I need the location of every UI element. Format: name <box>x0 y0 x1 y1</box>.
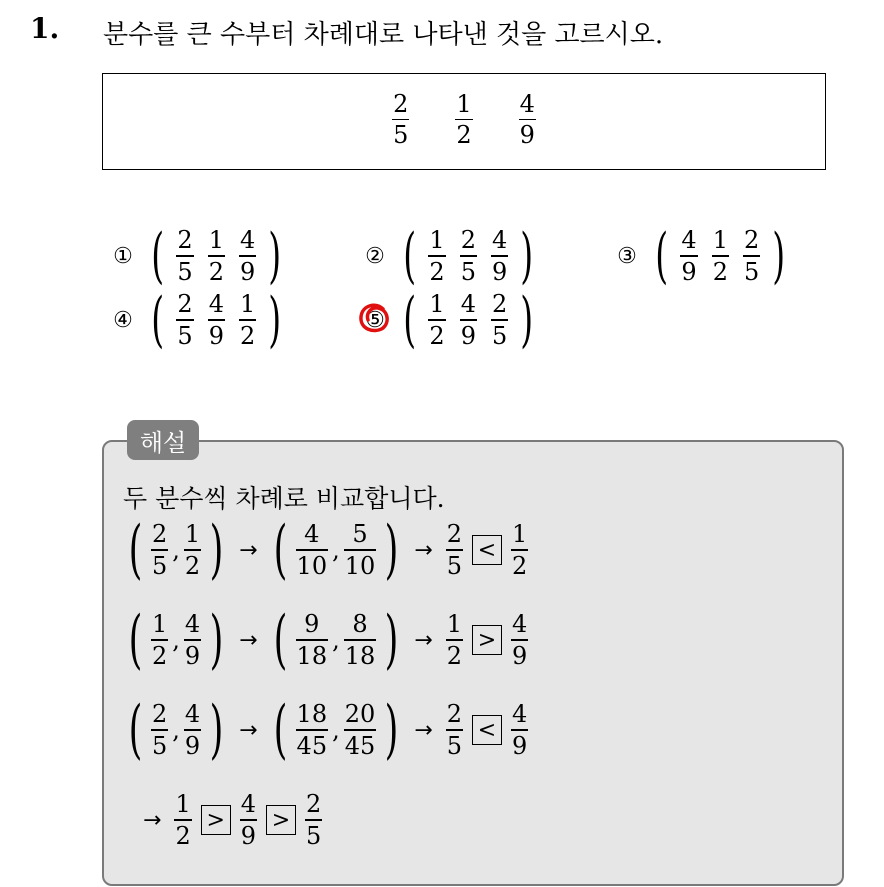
numerator: 2 <box>306 790 322 819</box>
denominator: 9 <box>208 321 224 350</box>
choice-fraction <box>175 226 194 286</box>
solution-intro: 두 분수씩 차례로 비교합니다. <box>123 484 445 513</box>
arrow-icon: → <box>239 717 258 743</box>
denominator: 2 <box>429 321 445 350</box>
denominator: 9 <box>460 321 476 350</box>
choice-marker: ⑤ <box>362 308 388 333</box>
left-paren: ( <box>128 693 143 767</box>
denominator: 2 <box>712 257 728 286</box>
converted-fraction <box>343 520 378 580</box>
numerator: 4 <box>511 700 528 729</box>
denominator: 2 <box>151 641 168 670</box>
denominator: 2 <box>511 551 528 580</box>
comma: , <box>172 536 180 564</box>
converted-fraction <box>343 610 378 670</box>
selected-answer-circle <box>356 300 392 336</box>
denominator: 2 <box>175 821 191 850</box>
denominator: 5 <box>393 121 409 150</box>
choice-fraction <box>427 290 446 350</box>
given-fractions <box>103 90 825 150</box>
numerator: 4 <box>491 226 508 255</box>
choice-marker: ④ <box>113 307 133 333</box>
left-paren: ( <box>273 693 287 767</box>
numerator: 2 <box>151 520 168 549</box>
denominator: 5 <box>306 821 322 850</box>
choice-marker: ② <box>365 243 385 269</box>
right-paren: ) <box>384 603 399 677</box>
numerator: 2 <box>460 226 476 255</box>
left-paren: ( <box>151 221 165 291</box>
numerator: 4 <box>208 290 224 319</box>
denominator: 2 <box>456 121 472 150</box>
left-paren: ( <box>403 221 417 291</box>
arrow-icon: → <box>239 627 258 653</box>
numerator: 1 <box>151 610 168 639</box>
choice-fraction <box>490 226 509 286</box>
comparison-row <box>123 510 531 590</box>
numerator: 4 <box>240 790 256 819</box>
numerator: 1 <box>446 610 462 639</box>
numerator: 18 <box>296 700 328 729</box>
numerator: 20 <box>344 700 376 729</box>
comparison-row <box>123 600 531 680</box>
compare-left <box>445 520 464 580</box>
choice-4[interactable] <box>110 286 287 354</box>
denominator: 9 <box>184 641 201 670</box>
given-fractions-box <box>102 73 826 170</box>
right-paren: ) <box>520 221 534 291</box>
numerator: 1 <box>429 226 445 255</box>
left-paren: ( <box>128 513 143 587</box>
numerator: 4 <box>239 226 256 255</box>
final-order-row <box>133 780 325 860</box>
numerator: 1 <box>184 520 201 549</box>
right-paren: ) <box>384 693 399 767</box>
left-paren: ( <box>403 285 417 355</box>
converted-fraction <box>295 520 330 580</box>
comparison-sign-box: > <box>266 805 296 835</box>
denominator: 9 <box>491 257 508 286</box>
comma: , <box>332 716 340 744</box>
converted-fraction <box>295 610 330 670</box>
choice-2[interactable] <box>362 222 539 290</box>
converted-fraction <box>343 700 378 760</box>
choice-fraction <box>238 226 257 286</box>
choice-fraction <box>238 290 257 350</box>
question-text: 분수를 큰 수부터 차례대로 나타낸 것을 고르시오. <box>103 20 664 50</box>
numerator: 4 <box>681 226 697 255</box>
given-fraction <box>518 90 537 150</box>
denominator: 2 <box>446 641 462 670</box>
numerator: 2 <box>743 226 760 255</box>
comparison-row <box>123 690 531 770</box>
numerator: 2 <box>446 700 462 729</box>
numerator: 2 <box>446 520 462 549</box>
choice-fraction <box>459 290 478 350</box>
pair-fraction <box>183 700 202 760</box>
denominator: 2 <box>184 551 201 580</box>
numerator: 1 <box>712 226 728 255</box>
denominator: 5 <box>177 321 193 350</box>
right-paren: ) <box>268 285 282 355</box>
final-fraction <box>304 790 323 850</box>
denominator: 9 <box>239 257 256 286</box>
numerator: 1 <box>208 226 224 255</box>
denominator: 5 <box>743 257 760 286</box>
denominator: 18 <box>296 641 328 670</box>
pair-fraction <box>150 520 169 580</box>
comma: , <box>172 626 180 654</box>
choice-fraction <box>711 226 730 286</box>
numerator: 4 <box>460 290 476 319</box>
comparison-sign-box: < <box>472 535 502 565</box>
right-paren: ) <box>209 513 224 587</box>
numerator: 4 <box>184 700 201 729</box>
numerator: 5 <box>352 520 368 549</box>
comma: , <box>332 626 340 654</box>
arrow-icon: → <box>414 717 433 743</box>
denominator: 45 <box>296 731 328 760</box>
compare-right <box>510 610 529 670</box>
choice-marker: ③ <box>617 243 637 269</box>
denominator: 5 <box>177 257 193 286</box>
denominator: 5 <box>446 551 462 580</box>
numerator: 2 <box>491 290 508 319</box>
denominator: 45 <box>344 731 376 760</box>
right-paren: ) <box>520 285 534 355</box>
comparison-sign-box: > <box>201 805 231 835</box>
choice-3[interactable] <box>614 222 791 290</box>
arrow-icon: → <box>414 537 433 563</box>
choice-fraction <box>207 226 226 286</box>
numerator: 4 <box>304 520 320 549</box>
numerator: 4 <box>519 90 535 118</box>
given-fraction <box>391 90 410 150</box>
numerator: 1 <box>511 520 528 549</box>
right-paren: ) <box>209 693 224 767</box>
choice-5[interactable] <box>362 286 539 354</box>
numerator: 2 <box>177 226 193 255</box>
pair-fraction <box>150 610 169 670</box>
numerator: 2 <box>393 90 409 118</box>
given-fraction <box>454 90 473 150</box>
arrow-icon: → <box>414 627 433 653</box>
numerator: 8 <box>352 610 368 639</box>
pair-fraction <box>183 610 202 670</box>
numerator: 4 <box>184 610 201 639</box>
pair-fraction <box>183 520 202 580</box>
denominator: 5 <box>446 731 462 760</box>
choice-1[interactable] <box>110 222 287 290</box>
compare-left <box>445 610 464 670</box>
numerator: 1 <box>429 290 445 319</box>
denominator: 2 <box>208 257 224 286</box>
arrow-icon: → <box>143 807 162 833</box>
arrow-icon: → <box>239 537 258 563</box>
converted-fraction <box>295 700 330 760</box>
numerator: 1 <box>239 290 256 319</box>
choice-marker: ① <box>113 243 133 269</box>
comparison-sign-box: > <box>472 625 502 655</box>
right-paren: ) <box>268 221 282 291</box>
denominator: 5 <box>460 257 476 286</box>
choice-fraction <box>175 290 194 350</box>
numerator: 1 <box>175 790 191 819</box>
right-paren: ) <box>384 513 399 587</box>
choice-fraction <box>490 290 509 350</box>
choice-fraction <box>459 226 478 286</box>
numerator: 2 <box>151 700 168 729</box>
denominator: 9 <box>511 731 528 760</box>
compare-right <box>510 520 529 580</box>
denominator: 9 <box>681 257 697 286</box>
right-paren: ) <box>772 221 786 291</box>
comparison-sign-box: < <box>472 715 502 745</box>
denominator: 10 <box>344 551 376 580</box>
pair-fraction <box>150 700 169 760</box>
comma: , <box>172 716 180 744</box>
choice-fraction <box>207 290 226 350</box>
left-paren: ( <box>655 221 669 291</box>
numerator: 9 <box>304 610 320 639</box>
numerator: 1 <box>456 90 472 118</box>
right-paren: ) <box>209 603 224 677</box>
denominator: 2 <box>429 257 445 286</box>
compare-right <box>510 700 529 760</box>
question-number: 1. <box>30 12 60 45</box>
denominator: 10 <box>296 551 328 580</box>
denominator: 5 <box>491 321 508 350</box>
numerator: 2 <box>177 290 193 319</box>
final-fraction <box>239 790 258 850</box>
comma: , <box>332 536 340 564</box>
solution-tag: 해설 <box>127 420 199 460</box>
left-paren: ( <box>151 285 165 355</box>
final-fraction <box>173 790 192 850</box>
left-paren: ( <box>128 603 143 677</box>
numerator: 4 <box>511 610 528 639</box>
left-paren: ( <box>273 603 287 677</box>
compare-left <box>445 700 464 760</box>
denominator: 18 <box>344 641 376 670</box>
denominator: 2 <box>239 321 256 350</box>
left-paren: ( <box>273 513 287 587</box>
denominator: 5 <box>151 731 168 760</box>
choice-fraction <box>742 226 761 286</box>
choice-fraction <box>427 226 446 286</box>
denominator: 5 <box>151 551 168 580</box>
choice-fraction <box>679 226 698 286</box>
denominator: 9 <box>240 821 256 850</box>
denominator: 9 <box>519 121 535 150</box>
denominator: 9 <box>184 731 201 760</box>
denominator: 9 <box>511 641 528 670</box>
